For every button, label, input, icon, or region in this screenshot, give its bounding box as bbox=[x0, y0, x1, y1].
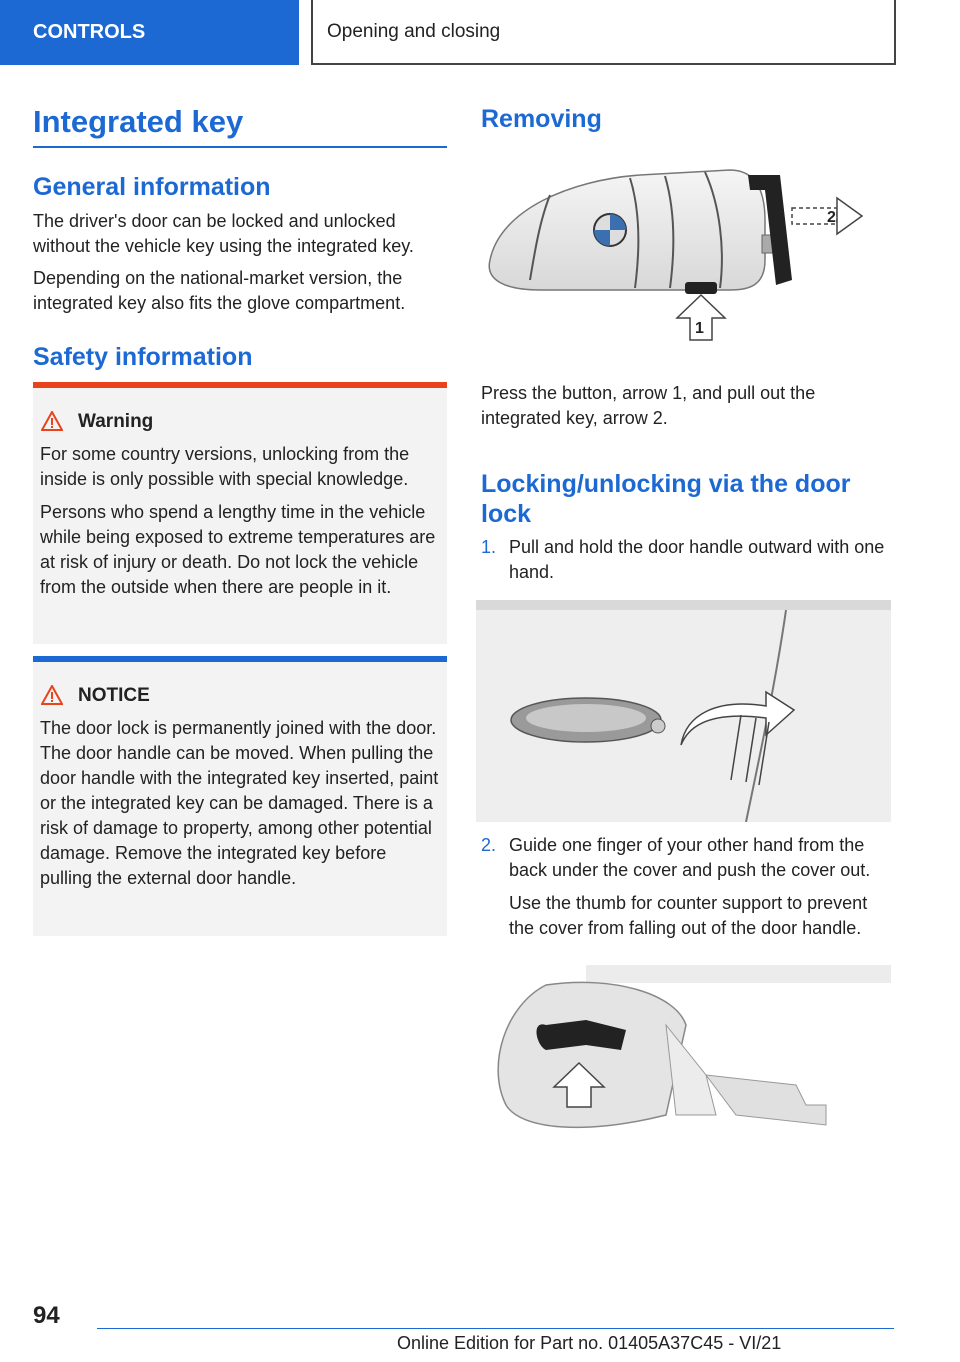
safety-info-heading: Safety information bbox=[33, 343, 253, 371]
key-removal-figure bbox=[480, 150, 880, 360]
page-title: Integrated key bbox=[33, 104, 244, 139]
removing-text: Press the button, arrow 1, and pull out the integrated key, arrow 2. bbox=[481, 383, 816, 428]
notice-box bbox=[33, 656, 447, 936]
cover-removal-figure bbox=[476, 965, 891, 1140]
general-info-p1: The driver's door can be locked and unlocked without the vehicle key using the integrated key. bbox=[33, 211, 414, 256]
chapter-title: Opening and closing bbox=[311, 0, 896, 65]
locking-heading: Locking/unlocking via the door lock bbox=[481, 470, 851, 528]
step-1-number: 1. bbox=[481, 537, 497, 557]
door-handle-figure bbox=[476, 600, 891, 822]
notice-triangle-icon bbox=[41, 685, 63, 705]
warning-p2: Persons who spend a lengthy time in the vehicle while being exposed to extreme temperatures are at risk of injury or death. Do not lock the vehicle from the outside when there are people in it. bbox=[40, 502, 436, 597]
notice-bar bbox=[33, 656, 447, 662]
step-2-number: 2. bbox=[481, 835, 497, 855]
warning-box bbox=[33, 382, 447, 644]
arrow-2-label: 2 bbox=[827, 209, 836, 226]
arrow-1-label: 1 bbox=[695, 320, 704, 337]
page-number: 94 bbox=[33, 1302, 60, 1329]
step-2-extra: Use the thumb for counter support to prevent the cover from falling out of the door handle. bbox=[509, 893, 868, 938]
warning-triangle-icon bbox=[41, 411, 63, 431]
warning-p1: For some country versions, unlocking from the inside is only possible with special knowledge. bbox=[40, 444, 410, 489]
general-info-p2: Depending on the national-market version, the integrated key also fits the glove compartment. bbox=[33, 268, 406, 313]
footer-edition: Online Edition for Part no. 01405A37C45 - VI/21 bbox=[397, 1333, 782, 1353]
warning-bar bbox=[33, 382, 447, 388]
removing-heading: Removing bbox=[481, 105, 602, 133]
title-rule bbox=[33, 146, 447, 148]
section-tab: CONTROLS bbox=[0, 0, 299, 65]
notice-p1: The door lock is permanently joined with the door. The door handle can be moved. When pulling the door handle with the integrated key inserted, paint or the integrated key can be damaged. There is a risk of damage to property, among other potential damage. Remove the integrated key before pulling the external door handle. bbox=[40, 718, 439, 888]
footer-rule bbox=[97, 1328, 894, 1329]
general-info-heading: General information bbox=[33, 173, 271, 201]
notice-title: NOTICE bbox=[78, 685, 150, 706]
step-2-text: Guide one finger of your other hand from the back under the cover and push the cover out. bbox=[509, 835, 871, 880]
warning-title: Warning bbox=[78, 411, 154, 432]
step-1-text: Pull and hold the door handle outward with one hand. bbox=[509, 537, 885, 582]
